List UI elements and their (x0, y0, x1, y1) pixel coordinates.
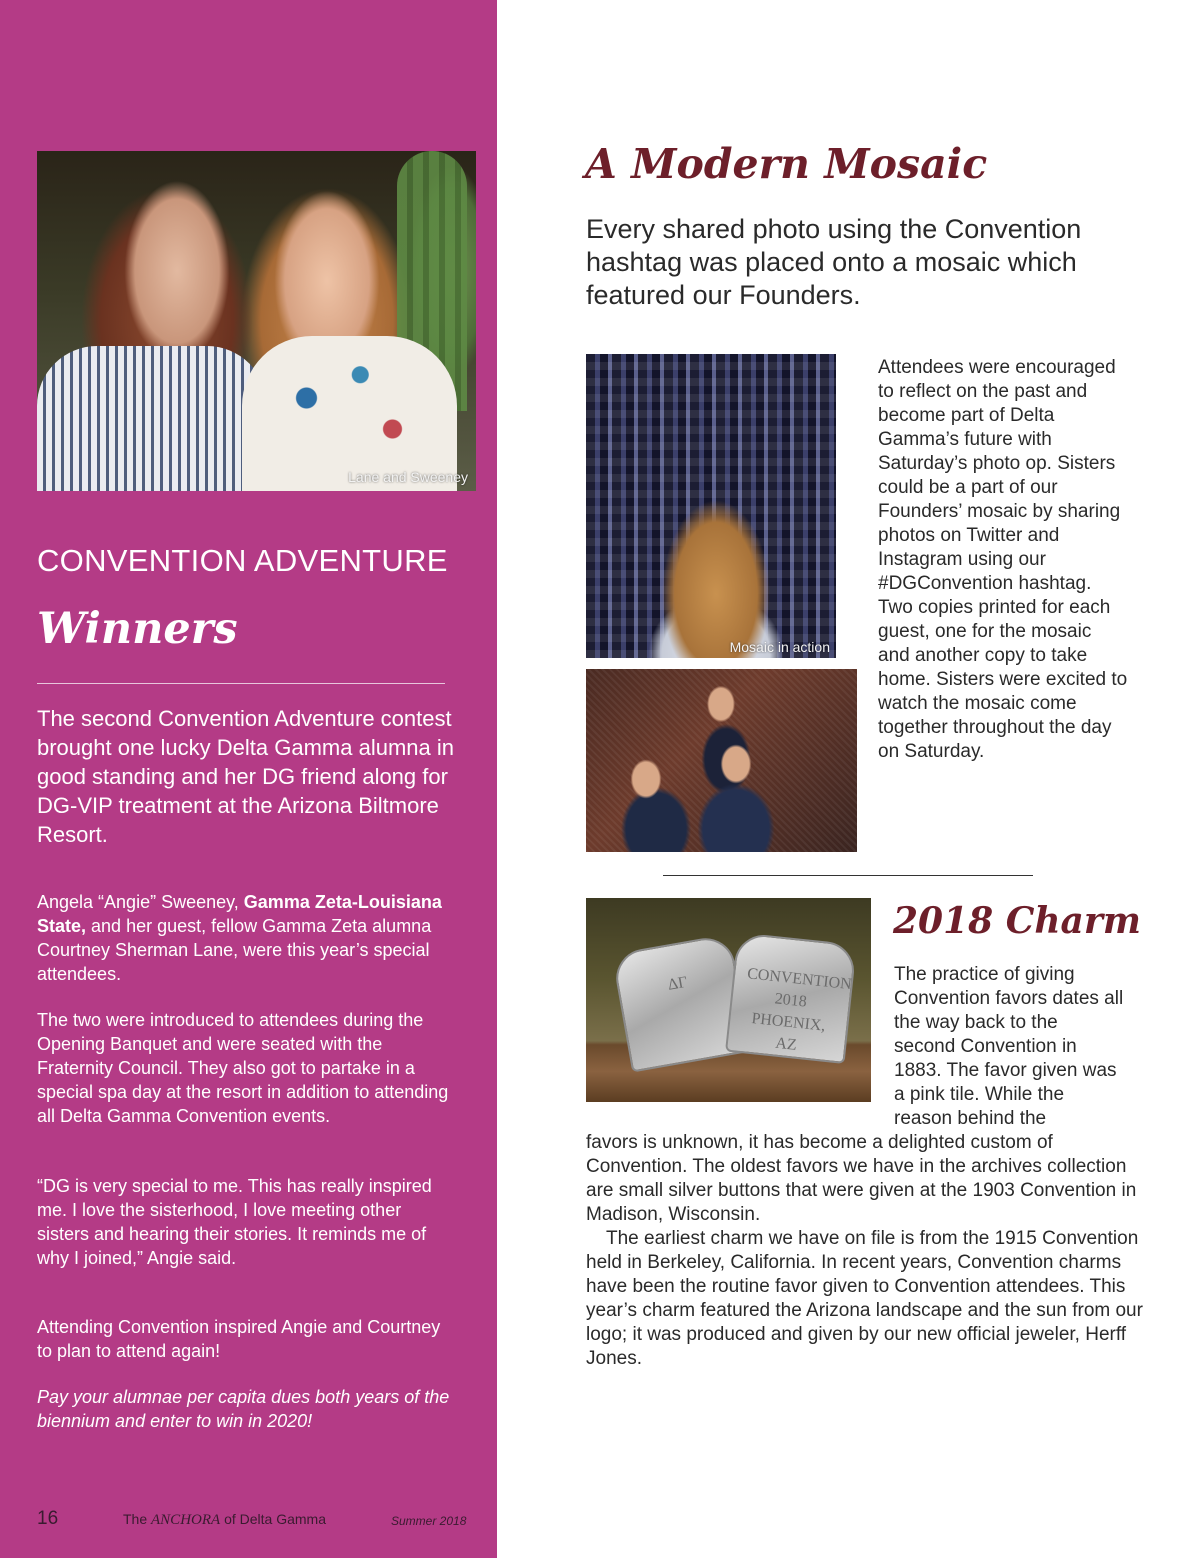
charm-engraving: CONVENTION 2018 PHOENIX, AZ (746, 965, 853, 1054)
photo-caption: Mosaic in action (729, 639, 830, 655)
body-text: and her guest, fellow Gamma Zeta alumna Courtney Sherman Lane, were this year’s special attendees. (37, 916, 432, 984)
divider (663, 875, 1033, 876)
quote-paragraph: “DG is very special to me. This has really inspired me. I love the sisterhood, I love meeting other sisters and hearing their stories. It reminds me of why I joined,” Angie said. (37, 1176, 432, 1268)
divider (37, 683, 445, 684)
body-paragraph (37, 890, 457, 986)
magazine-text: The (123, 1511, 152, 1527)
charm-body: The practice of giving Convention favors dates all the way back to the second Convention in 1883. The favor given was a pink tile. While the reason behind the (894, 964, 1124, 1129)
call-to-action: Pay your alumnae per capita dues both years of the biennium and enter to win in 2020! (37, 1387, 450, 1431)
charm-back (725, 932, 857, 1064)
section-title: Winners (37, 604, 238, 654)
magazine-title: ANCHORA (151, 1512, 221, 1528)
charm-body: favors is unknown, it has become a delighted custom of Convention. The oldest favors we have in the archives collection are small silver buttons that were given at the 1903 Convention in Madison, Wisconsin. (586, 1132, 1137, 1225)
photo-caption: Lane and Sweeney (348, 469, 468, 485)
photo-founders-mosaic (586, 669, 857, 852)
photo-figure-right (242, 336, 457, 491)
page-number: 16 (37, 1508, 59, 1529)
photo-mosaic-in-action (586, 354, 836, 658)
charm-engraving: ΔΓ (666, 973, 689, 994)
section-kicker: CONVENTION ADVENTURE (37, 543, 448, 578)
body-text: Angela “Angie” Sweeney, (37, 892, 244, 912)
charm-body: The earliest charm we have on file is from the 1915 Convention held in Berkeley, California. In recent years, Convention charms have been the routine favor given to Convention attendees. This year’s charm featured the Arizona landscape and the sun from our logo; it was produced and given by our new official jeweler, Herff Jones. (586, 1228, 1143, 1369)
charm-title: 2018 Charm (893, 900, 1141, 942)
photo-figure-left (37, 346, 267, 491)
magazine-text: of Delta Gamma (220, 1511, 327, 1527)
body-paragraph: The two were introduced to attendees during the Opening Banquet and were seated with the Fraternity Council. They also got to partake in a special spa day at the resort in addition to attending all Delta Gamma Convention events. (37, 1010, 449, 1126)
mosaic-lead: Every shared photo using the Convention hashtag was placed onto a mosaic which featured our Founders. (586, 214, 1082, 310)
lead-paragraph: The second Convention Adventure contest brought one lucky Delta Gamma alumna in good standing and her DG friend along for DG-VIP treatment at the Arizona Biltmore Resort. (37, 706, 454, 847)
body-paragraph: Attending Convention inspired Angie and Courtney to plan to attend again! (37, 1317, 441, 1361)
mosaic-body: Attendees were encouraged to reflect on the past and become part of Delta Gamma’s future with Saturday’s photo op. Sisters could be a part of our Founders’ mosaic by sharing photos on Twitter and Instagram using our #DGConvention hashtag. Two copies printed for each guest, one for the mosaic and another copy to take home. Sisters were excited to watch the mosaic come together throughout the day on Saturday. (878, 357, 1128, 762)
left-sidebar (0, 0, 497, 1558)
issue-date: Summer 2018 (391, 1514, 467, 1528)
photo-2018-charm (586, 898, 871, 1102)
magazine-name (123, 1511, 326, 1535)
photo-lane-and-sweeney (37, 151, 476, 491)
chapter-name: Gamma Zeta-Louisiana State, (37, 892, 442, 936)
mosaic-title: A Modern Mosaic (585, 140, 988, 188)
